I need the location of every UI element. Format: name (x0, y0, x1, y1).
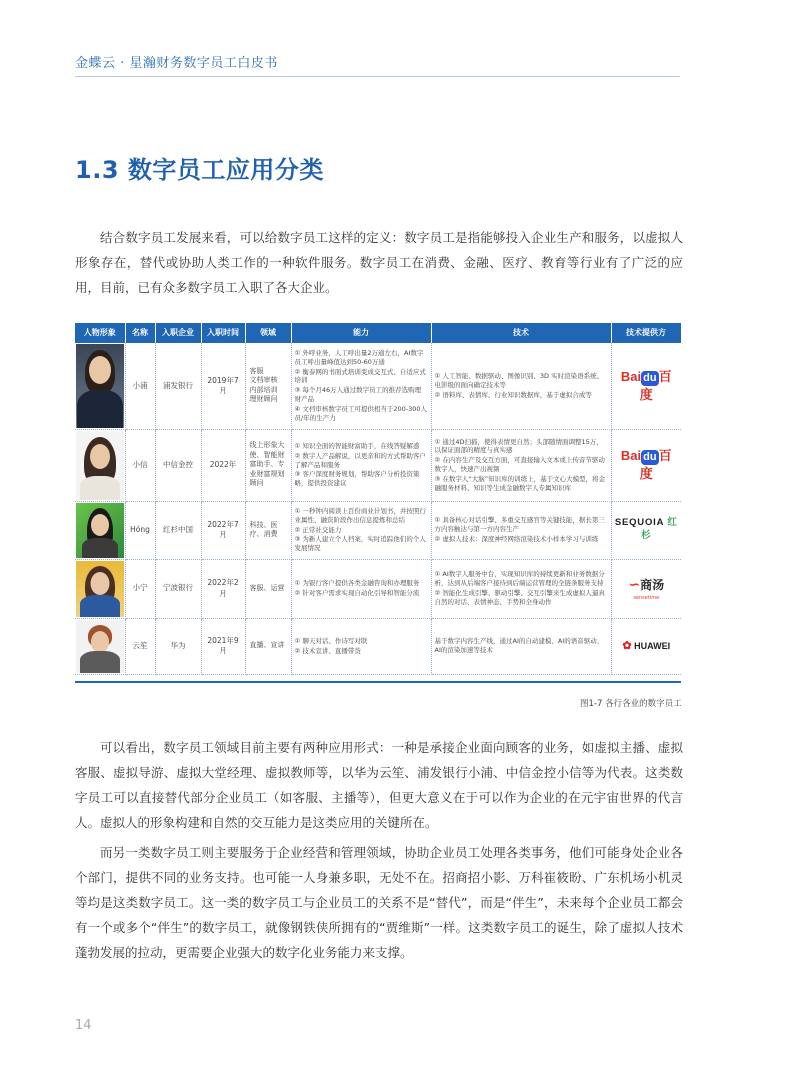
ability-item: ① 外呼业务，人工呼出量2万通左右，AI数字员工呼出量峰值达到50-60万通 (294, 349, 424, 366)
header-avatar: 人物形象 (75, 323, 125, 343)
avatar-hong (76, 503, 124, 558)
figure-caption: 图1-7 各行各业的数字员工 (580, 699, 682, 709)
table-bottom-rule (75, 681, 681, 683)
employee-company: 浦发银行 (155, 343, 201, 429)
tech-item: ② 在内容生产及交互方面，可直接输入文本或上传音节驱动数字人，快速产出视频 (434, 456, 605, 473)
ability-item: ① 为银行客户提供各类金融咨询和办理服务 (294, 579, 420, 588)
header-abilities: 能力 (291, 323, 431, 343)
ability-item: ② 数字人产品解说，以更亲和的方式帮助客户了解产品和服务 (294, 451, 426, 469)
ability-item: ① 聊天对话、作诗写对联 (294, 636, 368, 645)
employee-domain: 客服 文档审核 内部培训 理财顾问 (245, 343, 291, 429)
ability-item: ① 知识全面的智能财富助手，在线答疑解惑 (294, 442, 420, 451)
tech-item: ① 通过4D扫描，使得表情更自然；头部随情面调整15万，以保证面部的精度与真实感 (434, 437, 603, 455)
section-title: 1.3 数字员工应用分类 (75, 156, 324, 184)
sensetime-logo: ∽商汤 sensetime (628, 576, 665, 601)
ability-item: ③ 为新人建立个人档案，实时追踪他们的个人发展情况 (294, 535, 426, 553)
tech-item: ③ 在数字人“大脑”知识库的训练上，基于文心大模型，将金融服务材料、知识等生成金融数字人专属知识库 (434, 474, 606, 492)
header-title: 金蝶云 · 星瀚财务数字员工白皮书 (75, 56, 278, 71)
ability-item: ② 针对客户需求实现自动化引导和智能分流 (294, 589, 420, 597)
employee-company: 中信金控 (155, 429, 201, 501)
ability-item: ③ 客户深度财务规划，帮助客户分析投资策略，提供投资建议 (294, 470, 420, 488)
avatar-xiaopu (76, 344, 124, 428)
avatar-xiaoxin (76, 431, 124, 500)
employee-date: 2021年9月 (201, 618, 245, 674)
header-date: 入职时间 (201, 323, 245, 343)
header-tech: 技术 (431, 323, 611, 343)
intro-paragraph: 结合数字员工发展来看，可以给数字员工这样的定义：数字员工是指能够投入企业生产和服务，以虚拟人形象存在，替代或协助人类工作的一种软件服务。数字员工在消费、金融、医疗、教育等行业有了广泛的应用，目前，已有众多数字员工入职了各大企业。 (75, 230, 683, 295)
header-company: 入职企业 (155, 323, 201, 343)
employee-name: 小浦 (125, 343, 155, 429)
header-divider (75, 76, 680, 77)
employee-name: 小宁 (125, 559, 155, 618)
tech-item: ① 人工智能、数据驱动、图像识别、3D 实时渲染语系统、电影级的面向确定技术等 (434, 372, 604, 389)
table-row (75, 429, 681, 501)
employee-name: 云笙 (125, 618, 155, 674)
employee-date: 2019年7月 (201, 343, 245, 429)
sequoia-logo: SEQUOIA 红杉 (614, 517, 678, 541)
ability-item: ② 正常社交能力 (294, 525, 342, 534)
table-row (75, 501, 681, 559)
employee-date: 2022年2月 (201, 559, 245, 618)
employee-domain: 客服、运营 (245, 559, 291, 618)
page-number: 14 (75, 1018, 92, 1033)
employee-domain: 线上形象大使、智能财富助手、专业财富规划顾问 (245, 429, 291, 501)
body-paragraph: 而另一类数字员工则主要服务于企业经营和管理领域，协助企业员工处理各类事务，他们可能身处企业各个部门，提供不同的业务支持。也可能一人身兼多职，无处不在。招商招小影、万科崔筱盼、广东机场小机灵等均是这类数字员工。这一类的数字员工与企业员工的关系不是“替代”，而是“伴生”，未来每个企业员工都会有一个或多个“伴生”的数字员工，就像钢铁侠所拥有的“贾维斯”一样。这类数字员工的诞生，除了虚拟人技术蓬勃发展的拉动，更需要企业强大的数字化业务能力来支撑。 (75, 845, 683, 960)
ability-item: ① 一秒钟内阅读上百份商业计划书，并按照行业属性、融资阶段作出信息提炼和总结 (294, 507, 426, 524)
employee-domain: 直播、宣讲 (245, 618, 291, 674)
tech-item: ② 语料库、表情库、行业知识数据库，基于虚拟合成等 (434, 390, 592, 399)
ability-item: ③ 每个月46万人通过数字员工的推荐选购理财产品 (294, 386, 422, 404)
employee-company: 华为 (155, 618, 201, 674)
table-row (75, 559, 681, 618)
baidu-logo: Bai du 百度 (620, 448, 672, 482)
ability-item: ② 技术宣讲、直播带货 (294, 646, 361, 655)
employee-company: 宁波银行 (155, 559, 201, 618)
employee-date: 2022年7月 (201, 501, 245, 559)
header-domain: 领域 (245, 323, 291, 343)
table-row (75, 618, 681, 674)
employee-domain: 科技、医疗、消费 (245, 501, 291, 559)
ability-item: ② 衡泰网的书面式培训变成交互式、自适应式培训 (294, 367, 426, 385)
baidu-logo: Bai du 百度 (620, 369, 672, 402)
table-row (75, 343, 681, 429)
tech-item: ② 虚拟人技术：深度神经网络渲染技术小样本学习与训练 (434, 534, 599, 543)
employee-company: 红杉中国 (155, 501, 201, 559)
employee-name: Hóng (125, 501, 155, 559)
tech-item: ① 具备核心对话引擎、多重交互感官等关键技能，据长第三方内容触达与第一方内容生产 (434, 516, 605, 534)
avatar-yunsheng (76, 620, 124, 673)
ability-item: ④ 文档审核数字员工可提供相当于200-300人员/年的生产力 (294, 404, 428, 422)
tech-item: 基于数字内容生产线，通过AI的自动建模、AI的语音驱动、AI的渲染加速等技术 (434, 637, 604, 654)
tech-item: ① AI数字人服务中台，实现知识库的持续更新和业务数据分析，达到从后端客户接待到后端运营管理的全链条服务支持 (434, 570, 605, 588)
header-provider: 技术提供方 (611, 323, 681, 343)
table-header-row (75, 323, 681, 343)
employee-date: 2022年 (201, 429, 245, 501)
body-paragraph: 可以看出，数字员工领域目前主要有两种应用形式：一种是承接企业面向顾客的业务，如虚拟主播、虚拟客服、虚拟导游、虚拟大堂经理、虚拟教师等，以华为云笙、浦发银行小浦、中信金控小信等为代表。这类数字员工可以直接替代部分企业员工（如客服、主播等），但更大意义在于可以作为企业的在元宇宙世界的代言人。虚拟人的形象构建和自然的交互能力是这类应用的关键所在。 (75, 740, 683, 830)
employee-name: 小信 (125, 429, 155, 501)
huawei-logo: ✿ HUAWEI (622, 639, 671, 652)
header-name: 名称 (125, 323, 155, 343)
digital-employee-table (75, 323, 682, 675)
tech-item: ② 智能化生成引擎、驱动引擎、交互引擎来生成虚拟人逼真自然的对话、表情神态、手势和全身动作 (434, 589, 605, 606)
avatar-xiaoning (76, 561, 124, 617)
